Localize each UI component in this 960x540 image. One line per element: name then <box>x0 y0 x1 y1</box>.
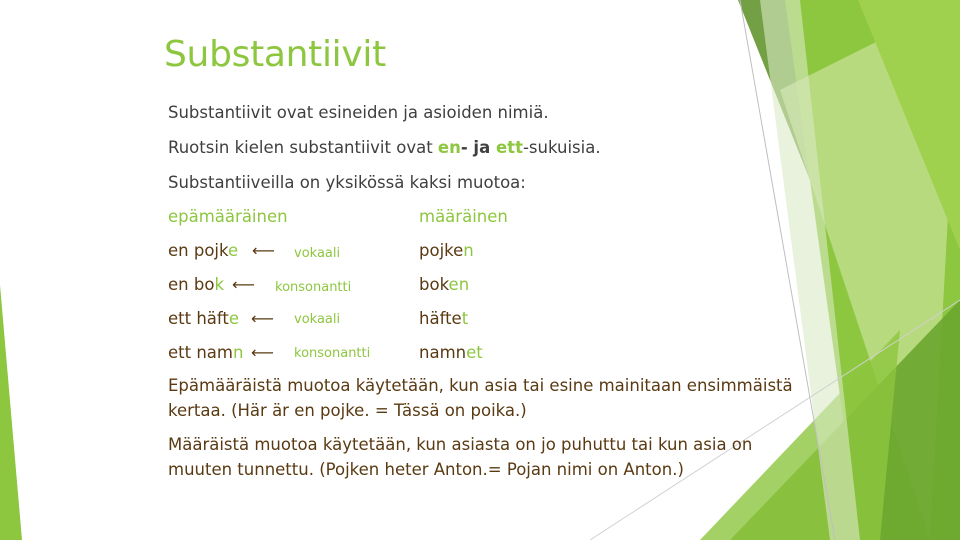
left-arrow-icon: ⟵ <box>251 343 274 362</box>
def-ending: n <box>463 241 474 260</box>
intro-line-3: Substantiiveilla on yksikössä kaksi muotoa: <box>168 173 526 192</box>
article: en <box>168 241 194 260</box>
article: ett <box>168 343 197 362</box>
indefinite-form-row-3 <box>168 309 239 328</box>
def-stem: namn <box>419 343 467 362</box>
def-stem: pojke <box>419 241 464 260</box>
slide-title: Substantiivit <box>164 34 386 75</box>
def-ending: t <box>461 309 469 328</box>
definite-form-row-3 <box>419 309 468 328</box>
line2-text-post: -sukuisia. <box>522 138 601 157</box>
definite-form-row-4 <box>419 343 483 362</box>
word-ending: e <box>228 309 240 328</box>
line2-dash: - ja <box>460 138 496 157</box>
def-ending: en <box>448 275 470 294</box>
definite-form-row-1 <box>419 241 474 260</box>
def-stem: bok <box>419 275 449 294</box>
note-konsonantti: konsonantti <box>294 346 371 361</box>
definite-header: määräinen <box>419 207 508 226</box>
word-stem: häft <box>196 309 229 328</box>
intro-line-2 <box>168 138 601 157</box>
ett-gender-label: ett <box>495 138 523 157</box>
article: ett <box>168 309 197 328</box>
indefinite-form-row-2 <box>168 275 224 294</box>
word-stem: bo <box>193 275 215 294</box>
left-arrow-icon: ⟵ <box>251 309 274 328</box>
indefinite-header: epämääräinen <box>168 207 288 226</box>
def-ending: et <box>466 343 483 362</box>
word-ending: k <box>214 275 224 294</box>
definite-form-row-2 <box>419 275 469 294</box>
intro-line-1: Substantiivit ovat esineiden ja asioiden nimiä. <box>168 103 549 122</box>
definite-usage-paragraph: Määräistä muotoa käytetään, kun asiasta on jo puhuttu tai kun asia on muuten tunnettu. (Pojken heter Anton.= Pojan nimi on Anton.) <box>168 435 753 479</box>
left-arrow-icon: ⟵ <box>252 241 275 260</box>
line2-text-pre: Ruotsin kielen substantiivit ovat <box>168 138 438 157</box>
word-stem: nam <box>196 343 233 362</box>
def-stem: häfte <box>419 309 462 328</box>
indefinite-form-row-1 <box>168 241 238 260</box>
indefinite-form-row-4 <box>168 343 243 362</box>
word-ending: n <box>233 343 244 362</box>
left-green-sliver <box>0 285 22 540</box>
left-arrow-icon: ⟵ <box>232 275 255 294</box>
en-gender-label: en <box>437 138 461 157</box>
indefinite-usage-paragraph: Epämääräistä muotoa käytetään, kun asia tai esine mainitaan ensimmäistä kertaa. (Här är en pojke. = Tässä on poika.) <box>168 376 793 420</box>
note-vokaali: vokaali <box>294 312 341 327</box>
note-vokaali: vokaali <box>294 246 341 261</box>
word-stem: pojk <box>193 241 228 260</box>
note-konsonantti: konsonantti <box>275 280 352 295</box>
word-ending: e <box>227 241 239 260</box>
article: en <box>168 275 194 294</box>
